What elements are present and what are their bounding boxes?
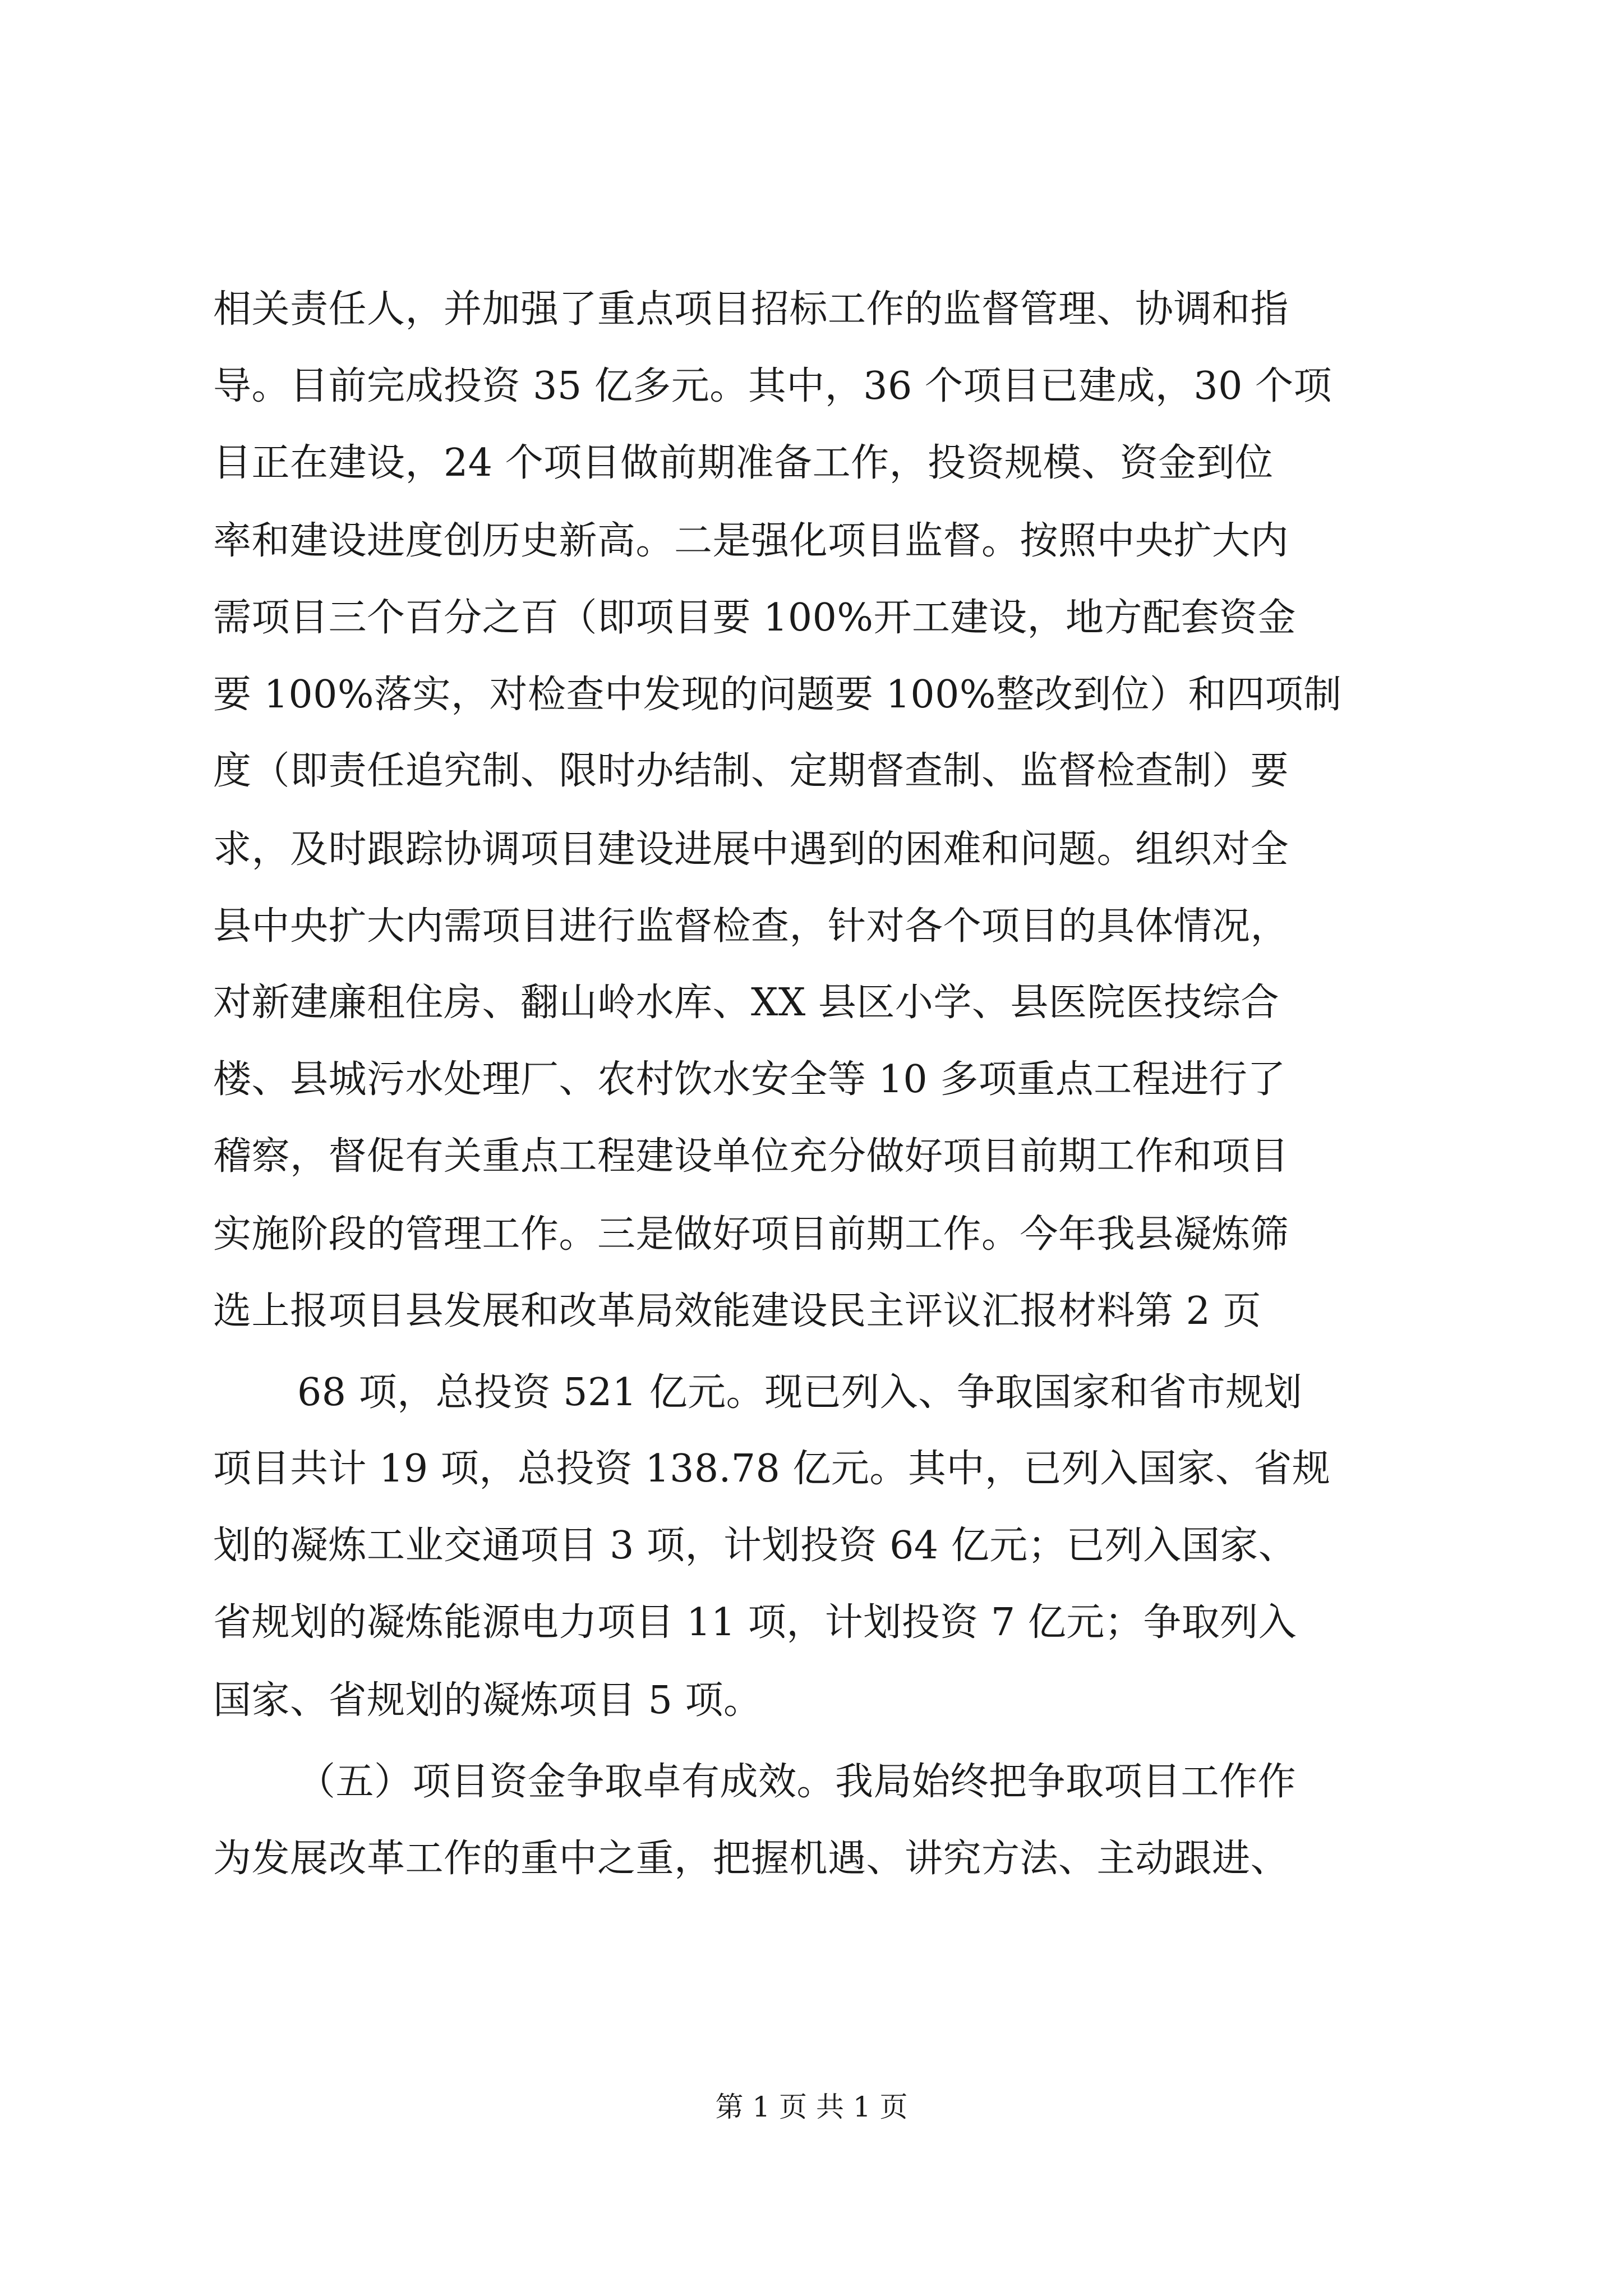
text-line: 率和建设进度创历史新高。二是强化项目监督。按照中央扩大内	[213, 519, 1289, 563]
text-line: 对新建廉租住房、翻山岭水库、XX 县区小学、县医院医技综合	[213, 981, 1279, 1025]
text-line: 相关责任人，并加强了重点项目招标工作的监督管理、协调和指	[213, 287, 1289, 332]
text-line: 需项目三个百分之百（即项目要 100%开工建设，地方配套资金	[213, 596, 1297, 640]
text-line: 县中央扩大内需项目进行监督检查，针对各个项目的具体情况，	[213, 904, 1289, 949]
text-line: 项目共计 19 项，总投资 138.78 亿元。其中，已列入国家、省规	[213, 1447, 1331, 1491]
text-line: 楼、县城污水处理厂、农村饮水安全等 10 多项重点工程进行了	[213, 1057, 1286, 1102]
text-line: 选上报项目县发展和改革局效能建设民主评议汇报材料第 2 页	[213, 1289, 1261, 1333]
text-line: 导。目前完成投资 35 亿多元。其中，36 个项目已建成，30 个项	[213, 364, 1332, 408]
text-line: 划的凝炼工业交通项目 3 项，计划投资 64 亿元；已列入国家、	[213, 1524, 1297, 1568]
text-line: 68 项，总投资 521 亿元。现已列入、争取国家和省市规划	[297, 1370, 1303, 1415]
page-footer: 第 1 页 共 1 页	[715, 2091, 908, 2123]
text-line: 目正在建设，24 个项目做前期准备工作，投资规模、资金到位	[213, 441, 1274, 485]
text-line: 省规划的凝炼能源电力项目 11 项，计划投资 7 亿元；争取列入	[213, 1600, 1297, 1645]
text-line: 稽察，督促有关重点工程建设单位充分做好项目前期工作和项目	[213, 1134, 1289, 1179]
text-line: 度（即责任追究制、限时办结制、定期督查制、监督检查制）要	[213, 749, 1289, 793]
text-line: 求，及时跟踪协调项目建设进展中遇到的困难和问题。组织对全	[213, 827, 1289, 872]
text-line: （五）项目资金争取卓有成效。我局始终把争取项目工作作	[297, 1760, 1297, 1804]
text-line: 为发展改革工作的重中之重，把握机遇、讲究方法、主动跟进、	[213, 1837, 1289, 1881]
text-line: 实施阶段的管理工作。三是做好项目前期工作。今年我县凝炼筛	[213, 1212, 1289, 1257]
text-line: 要 100%落实，对检查中发现的问题要 100%整改到位）和四项制	[213, 673, 1342, 717]
text-line: 国家、省规划的凝炼项目 5 项。	[213, 1678, 762, 1723]
